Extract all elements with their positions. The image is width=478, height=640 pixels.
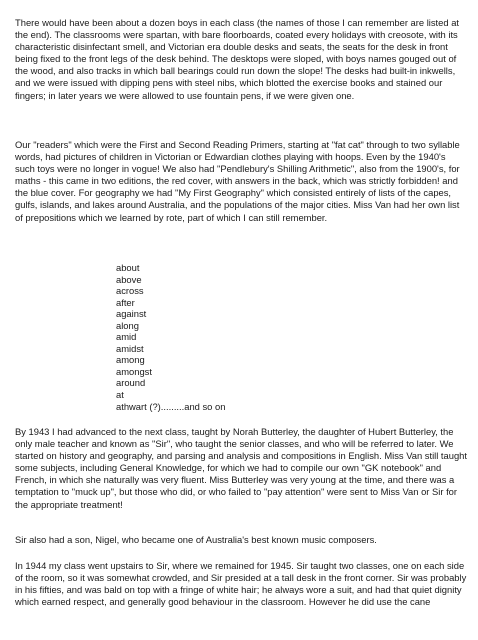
preposition-item: against <box>116 308 147 320</box>
preposition-item: around <box>116 377 146 389</box>
preposition-item: amidst <box>116 342 144 354</box>
paragraph-upstairs: In 1944 my class went upstairs to Sir, where we remained for 1945. Sir taught two classes, one on each side of the room, so it was somewhat crowded, and Sir presided at a tall desk in the front corner. Sir was probably in his fifties, and was bald on top with a fringe of white hair; he always wore a suit, and had that quiet dignity which earned respect, and generally good behaviour in the classroom. However he did use the cane <box>15 560 467 608</box>
preposition-item: about <box>116 262 140 273</box>
preposition-item: amongst <box>116 365 152 377</box>
preposition-item: above <box>116 273 142 285</box>
preposition-item: amid <box>116 331 137 343</box>
paragraph-classrooms: There would have been about a dozen boys in each class (the names of those I can remember are listed at the end). The classrooms were spartan, with bare floorboards, coated every holidays with creosote, with its characteristic disinfectant smell, and Victorian era double desks and seats, the seats for the desk in front being fixed to the front legs of the desk behind. The desktops were sloped, with boys names gouged out of the wood, and also tracks in which ball bearings could run down the slope! The desks had built-in inkwells, and we were issued with dipping pens with steel nibs, which blotted the exercise books and stained our fingers; in later years we were allowed to use fountain pens, if we were given one. <box>15 17 460 101</box>
preposition-item: athwart (?).........and so on <box>116 400 226 412</box>
preposition-item: along <box>116 319 139 331</box>
preposition-item: across <box>116 285 144 297</box>
preposition-item: at <box>116 389 124 401</box>
preposition-item: after <box>116 296 135 308</box>
prepositions-list <box>116 262 225 412</box>
preposition-item: among <box>116 354 145 366</box>
paragraph-readers: Our "readers" which were the First and Second Reading Primers, starting at "fat cat" through to two syllable words, had pictures of children in Victorian or Edwardian clothes playing with hoops. Even by the 1940's such toys were no longer in vogue! We also had "Pendlebury's Shilling Arithmetic", also from the 1900's, for maths - this came in two editions, the red cover, with answers in the back, which was strictly forbidden! and the blue cover. For geography we had "My First Geography" which consisted entirely of lists of the capes, gulfs, islands, and lakes around Australia, and the populations of the major cities. Miss Van had her own list of prepositions which we learned by rote, part of which I can still remember. <box>15 139 460 223</box>
paragraph-nigel: Sir also had a son, Nigel, who became one of Australia's best known music composers. <box>15 534 377 545</box>
paragraph-next-class: By 1943 I had advanced to the next class, taught by Norah Butterley, the daughter of Hubert Butterley, the only male teacher and known as "Sir", who taught the senior classes, and who will be referred to later. We started on history and geography, and parsing and analysis and compositions in English. Miss Van still taught some subjects, including General Knowledge, for which we had to compile our own "GK notebook" and French, in which she naturally was very fluent. Miss Butterley was very young at the time, and there was a temptation to "muck up", but those who did, or who failed to "pay attention" were sent to Miss Van or Sir for the appropriate treatment! <box>15 426 467 510</box>
